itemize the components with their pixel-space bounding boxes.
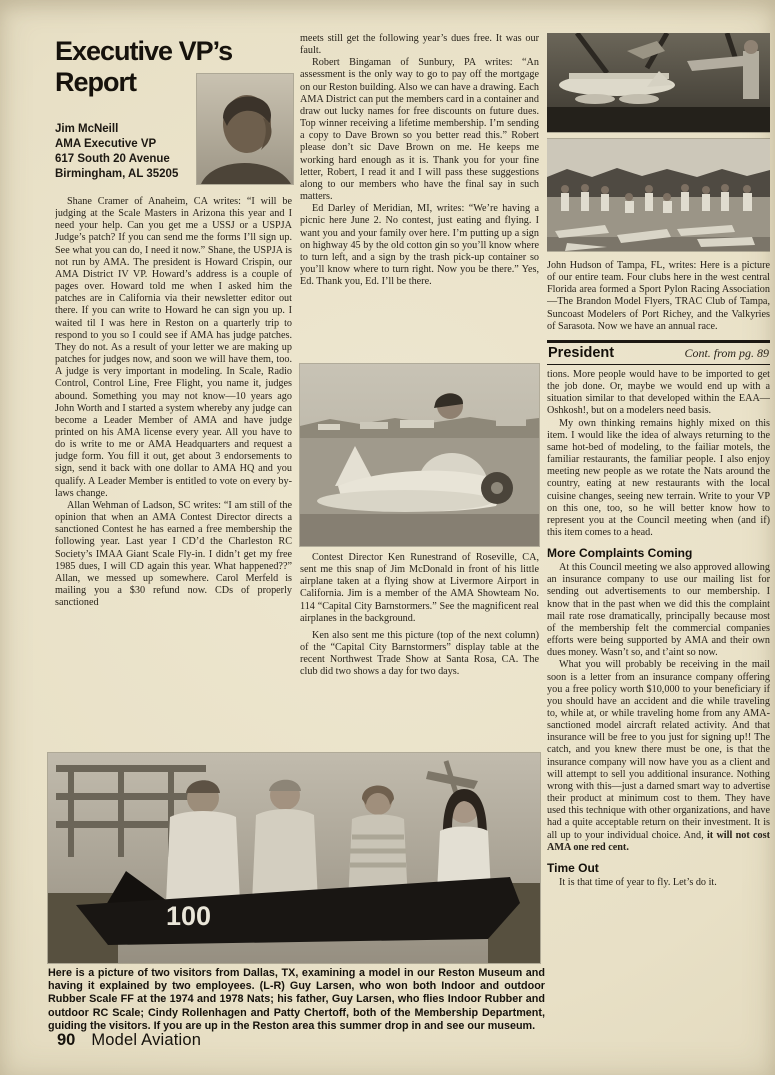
col2-paragraph-continuation: meets still get the following year’s dues free. It was our fault. (300, 33, 539, 57)
author-block (55, 122, 178, 182)
author-address-line1: 617 South 20 Avenue (55, 153, 170, 165)
article-header (55, 36, 293, 188)
col2-caption-ken-runestrand: Contest Director Ken Runestrand of Roseville, CA, sent me this snap of Jim McDonald in front of his little airplane taken at a flying show at Livermore Airport in California. Jim is a member of the AMA Showteam No. 114 “Capital City Barnstormers.” See the magnificent real airplanes in the background. (300, 552, 539, 624)
display-table-photo (547, 33, 770, 132)
time-out-heading: Time Out (547, 860, 599, 875)
jim-mcdonald-airplane-photo (300, 364, 539, 546)
model-race-number: 100 (166, 901, 212, 931)
complaints-bold-ending: it will not cost AMA one red cent. (547, 829, 770, 853)
author-role: AMA Executive VP (55, 138, 157, 150)
reston-museum-photo (48, 753, 540, 963)
author-portrait-photo (197, 74, 293, 184)
pylon-racing-team-photo (547, 139, 770, 251)
president-heading: President (548, 344, 615, 361)
more-complaints-heading: More Complaints Coming (547, 546, 693, 561)
president-section-header (547, 340, 770, 365)
time-out-paragraph: It is that time of year to fly. Let’s do it. (559, 876, 717, 888)
article-title-line1: Executive VP’s (55, 36, 233, 66)
author-address-line2: Birmingham, AL 35205 (55, 168, 179, 180)
column-3 (547, 33, 770, 1047)
museum-photo-illustration (48, 753, 540, 963)
complaints-paragraph-2-text: What you will probably be receiving in the mail soon is a letter from an insurance company offering you a free policy worth $10,000 to your beneficiary if you should have an accident and die while traveling to, while at, or while traveling home from any AMA-sanctioned model aircraft related activity. And that insurance will be free to you just for signing up!! The catch, and you knew there must be one, is that the insurance company will now have you as a client and will attempt to sell you additional insurance. Nothing wrong with this—just a darned smart way to advertise their product at minimum cost to them. They have used this technique with other organizations, and have had a quite acceptable return on their investment. It is all up to your individual choice. And, (547, 659, 770, 841)
president-continued-note: Cont. from pg. 89 (684, 345, 769, 360)
airfield-photo-illustration (300, 364, 539, 546)
column-1-text (55, 196, 292, 756)
col1-paragraph-shane-cramer: Shane Cramer of Anaheim, CA writes: “I will be judging at the Scale Masters in Arizona this year and I need your help. Can you get me a USSJ or a USPJA Judge’s patch? If you can send me the forms I’ll sign up. See what you can do, I need it now.” Shane, the USPJA is not run by AMA. The president is Howard Crispin, our AMA District IV VP. Howard’s address is a couple of pages over. Howard told me when I asked him the patches are in California via their newsletter editor out there. If you can write to Howard he can sign you up. I waited til I was here in Reston on a quarterly trip to respond to you so I could see if AMA has judge patches. They do not. As a result of your letter we are making up patches for judges now, and soon we will have them, too. A judge is very important in modeling. In Scale, Radio Control, Control Line, Free Flight, you name it, judges abound. Something you may not know—10 years ago John Worth and I started a system whereby any judge can become a Leader Member of AMA and have judge printed on his AMA license every year. All you have to do is write to me or AMA Headquarters and request a judge form. You fill it out, get about 3 endorsements to sign, send it back with one dollar to AMA HQ and you qualify. A Leader Member is entitled to vote on every by-laws change. (55, 196, 292, 499)
col2-caption-trade-show: Ken also sent me this picture (top of the next column) of the “Capital City Barnstormers” display table at the recent Northwest Trade Show at Santa Rosa, CA. The club did two shows a day for two days. (300, 629, 539, 678)
col2-paragraph-ed-darley: Ed Darley of Meridian, MI, writes: “We’re having a picnic here June 2. No contest, just eating and flying. I want you and your family over here. I’m putting up a sign on highway 45 by the old cotton gin so you’ll know where to turn left, and a sign by the trash pick-up container so you’ll know where to turn right. Now you be there.” Yes, Ed. Thank you, Ed. I’ll be there. (300, 203, 539, 288)
page-number: 90 (57, 1031, 76, 1049)
museum-photo-caption: Here is a picture of two visitors from Dallas, TX, examining a model in our Reston Museum and having it explained by two employees. (L-R) Guy Larsen, who won both Indoor and outdoor Rubber Scale FF at the 1974 and 1978 Nats; his father, Guy Larsen, who flies Indoor Rubber and outdoor RC Scale; Cindy Rollenhagen and Patty Chertoff, both of the Membership Department, guiding the visitors. If you are up in the Reston area this summer drop in and see our museum. (48, 967, 545, 1032)
col1-paragraph-allan-wehman: Allan Wehman of Ladson, SC writes: “I am still of the opinion that when an AMA Contest Director directs a sanctioned Contest he has earned a free membership the following year. Last year I CD’d the Charleston RC Society’s IMAA Giant Scale Fly-in. I didn’t get my free 1985 dues, I will CD again this year. What happened??” Allan, we messed up somewhere. Carol Merfeld is mailing you a $30 refund now. CDs of properly sanctioned (55, 499, 292, 609)
team-group-illustration (547, 139, 770, 251)
complaints-paragraph-2 (547, 659, 770, 854)
article-title-line2: Report (55, 67, 136, 97)
page-footer (57, 1031, 201, 1050)
president-paragraph-2: My own thinking remains highly mixed on this item. I would like the idea of always returning to the same hot-bed of modeling, to the failiar motels, the familiar restaurants, the familiar people. I also enjoy meeting new people as we rotate the Nats around the country, eating at new restaurants with the local cuisine changes, seeing new terrain. Write to your VP on this one, too, so he will better know how to represent you at the Council meeting when (and if) this item comes to a head. (547, 417, 770, 538)
col2-paragraph-robert-bingaman: Robert Bingaman of Sunbury, PA writes: “An assessment is the only way to go to pay off the mortgage on our Reston building. Also we can have a drawing. Each AMA District can put the members card in a container and draw out lucky names for free discounts on future dues. Top winner receiving a lifetime membership. I’m sending a copy to Dave Brown so you better read this.” Robert please don’t sic Dave Brown on me. He keeps me working hard enough as it is. Thank you for your fine letter, Robert, I read it and I will pass these suggestions along to our members who have the final say in such matters. (300, 57, 539, 203)
portrait-illustration (197, 74, 293, 184)
complaints-paragraph-1: At this Council meeting we also approved allowing an insurance company to use our mailing list for sending out advertisements to our membership. I know that in the past when we did this the complaint mail rate rose dramatically, principally because most of the membership felt the commercial companies efforts were being supported by AMA and their own dues money. Wasn’t so, and t’aint so now. (547, 562, 770, 659)
col3-paragraph-john-hudson: John Hudson of Tampa, FL, writes: Here is a picture of our entire team. Four clubs here in the west central Florida area formed a Sport Pylon Racing Association—The Brandon Model Flyers, TRAC Club of Tampa, Suncoast Modelers of Port Richey, and the Valkyries of Sarasota. Now we have an annual race. (547, 260, 770, 332)
magazine-name: Model Aviation (91, 1031, 202, 1049)
author-name: Jim McNeill (55, 123, 119, 135)
column-2-caption-text (300, 552, 539, 750)
president-paragraph-1: tions. More people would have to be imported to get the job done. Or, maybe we would end up with a situation similar to that developed within the EAA—Oshkosh!, but on a modelers need basis. (547, 368, 770, 417)
display-table-illustration (547, 33, 770, 132)
column-2-text (300, 33, 539, 363)
